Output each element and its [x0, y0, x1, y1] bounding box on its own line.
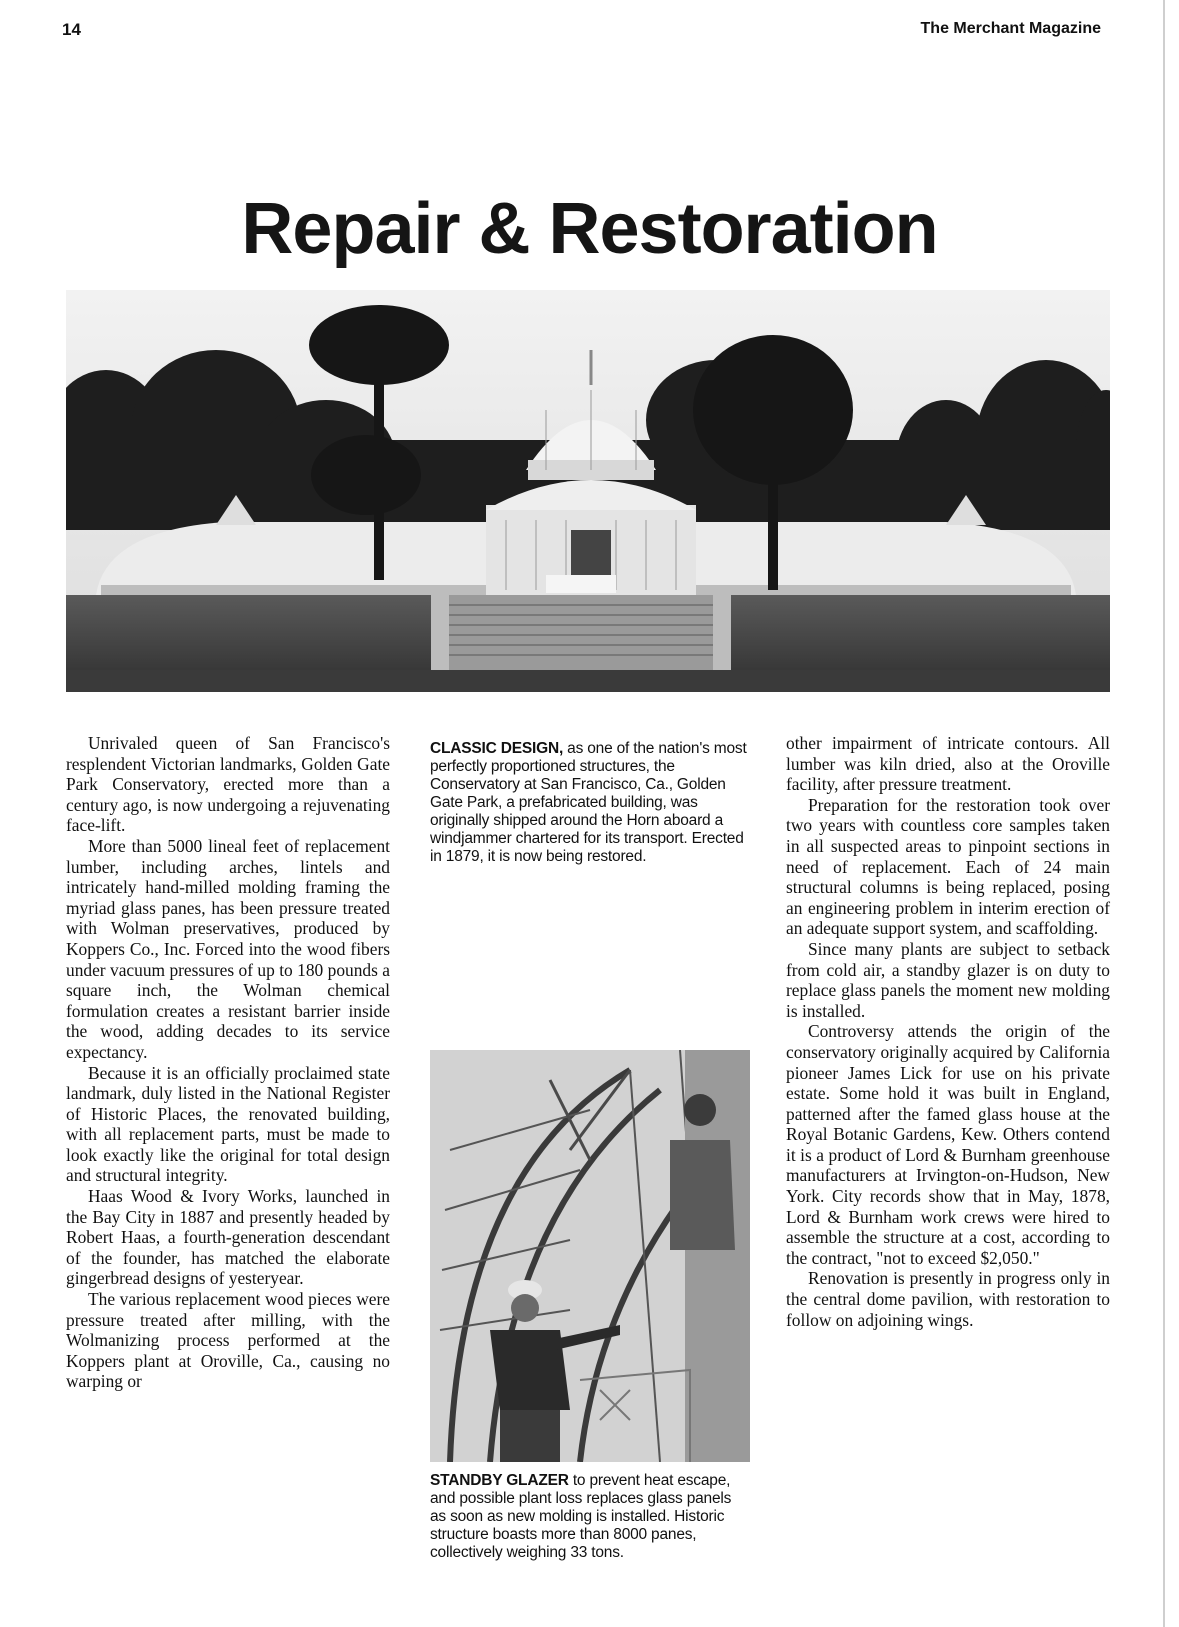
caption-text: as one of the nation's most perfectly proportioned structures, the Conservatory at San Francisco, Ca., Golden Gate Park, a prefabricated building, was originally shipped around the Horn aboard a windjammer chartered for its transport. Erected in 1879, it is now being restored.	[430, 740, 747, 865]
paragraph: Unrivaled queen of San Francisco's resplendent Victorian landmarks, Golden Gate Park Conservatory, erected more than a century ago, is now undergoing a rejuvenating face-lift.	[66, 733, 390, 836]
caption-text: to prevent heat escape, and possible plant loss replaces glass panels as soon as new molding is installed. Historic structure boasts more than 8000 panes, collectively weighing 33 tons.	[430, 1472, 732, 1561]
glazer-photo	[430, 1050, 750, 1462]
paragraph: Haas Wood & Ivory Works, launched in the Bay City in 1887 and presently headed by Robert Haas, a fourth-generation descendant of the founder, has matched the elaborate gingerbread designs of yesteryear.	[66, 1186, 390, 1289]
article-column-3	[786, 733, 1110, 1330]
magazine-name: The Merchant Magazine	[920, 20, 1101, 37]
glazer-photo-drawing	[430, 1050, 750, 1462]
conservatory-photo-drawing	[66, 290, 1110, 692]
paragraph: The various replacement wood pieces were pressure treated after milling, with the Wolmanizing process performed at the Koppers plant at Oroville, Ca., causing no warping or	[66, 1289, 390, 1392]
article-column-1	[66, 733, 390, 1392]
paragraph: Renovation is presently in progress only in the central dome pavilion, with restoration to follow on adjoining wings.	[786, 1268, 1110, 1330]
article-title: Repair & Restoration	[241, 189, 938, 269]
paragraph: Controversy attends the origin of the conservatory originally acquired by California pioneer James Lick for use on his private estate. Some hold it was built in England, patterned after the famed glass house at the Royal Botanic Gardens, Kew. Others contend it is a product of Lord & Burnham greenhouse manufacturers at Irvington-on-Hudson, New York. City records show that in May, 1878, Lord & Burnham work crews were hired to assemble the structure at a cost, according to the contract, "not to exceed $2,050."	[786, 1021, 1110, 1268]
paragraph: Preparation for the restoration took over two years with countless core samples taken in all suspected areas to pinpoint sections in need of replacement. Each of 24 main structural columns is being replaced, posing an engineering problem in interim erection of an adequate support system, and scaffolding.	[786, 794, 1110, 939]
paragraph: Since many plants are subject to setback from cold air, a standby glazer is on duty to replace glass panels the moment new molding is installed.	[786, 938, 1110, 1021]
photo-caption-bottom	[430, 1472, 750, 1562]
page-number: 14	[62, 20, 81, 39]
caption-lead: CLASSIC DESIGN,	[430, 740, 564, 757]
caption-lead: STANDBY GLAZER	[430, 1472, 569, 1489]
paragraph: Because it is an officially proclaimed state landmark, duly listed in the National Register of Historic Places, the renovated building, with all replacement parts, must be made to look exactly like the original for total design and structural integrity.	[66, 1062, 390, 1186]
conservatory-photo	[66, 290, 1110, 692]
paragraph: other impairment of intricate contours. All lumber was kiln dried, also at the Oroville facility, after pressure treatment.	[786, 733, 1110, 795]
paragraph: More than 5000 lineal feet of replacement lumber, including arches, lintels and intricately hand-milled molding framing the myriad glass panes, has been pressure treated with Wolman preservatives, produced by Koppers Co., Inc. Forced into the wood fibers under vacuum pressures of up to 180 pounds a square inch, the Wolman chemical formulation creates a resistant barrier inside the wood, adding decades to its service expectancy.	[66, 835, 390, 1062]
photo-caption-top	[430, 740, 750, 866]
